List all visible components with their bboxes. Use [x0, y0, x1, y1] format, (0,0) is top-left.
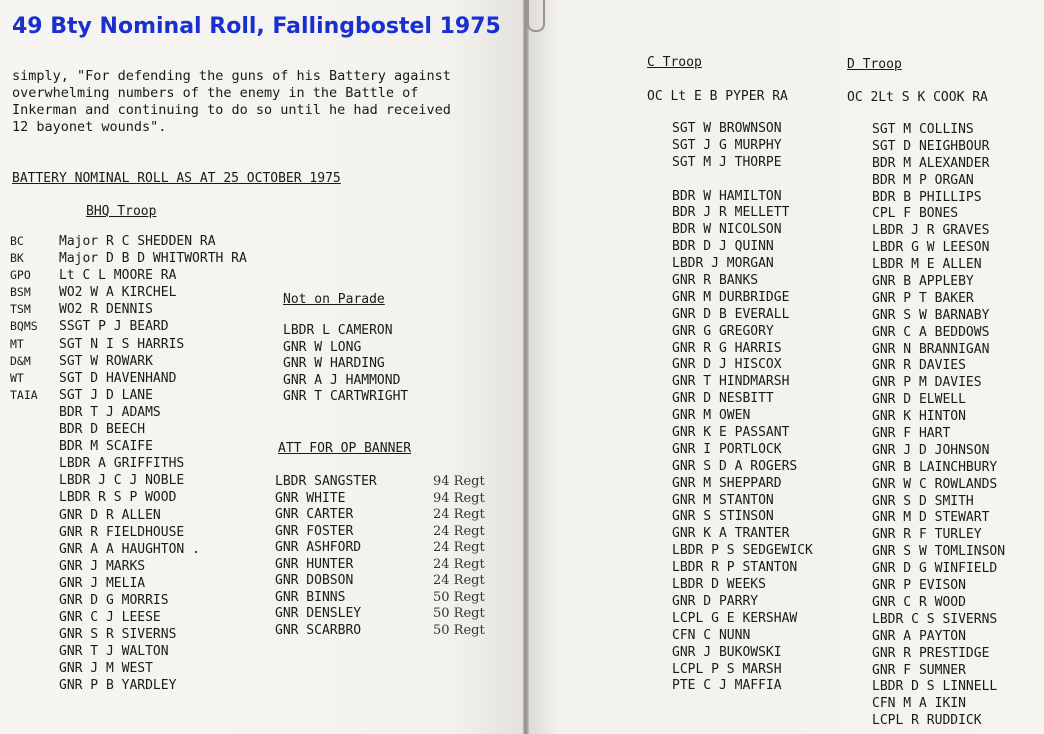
appointment-code: D&M	[10, 353, 31, 368]
soldier-name: SSGT P J BEARD	[59, 319, 169, 335]
c-troop-item: LBDR J MORGAN	[672, 256, 774, 272]
bhq-row	[10, 319, 247, 336]
d-troop-item: GNR S W BARNABY	[872, 307, 990, 323]
c-troop-item: GNR T HINDMARSH	[672, 374, 790, 390]
bhq-row	[10, 627, 247, 644]
appointment-code	[10, 456, 59, 473]
bhq-row	[10, 371, 247, 388]
soldier-name: BDR D BEECH	[59, 422, 146, 438]
bhq-row	[10, 285, 247, 302]
att-row	[275, 507, 485, 524]
appointment-code: GPO	[10, 268, 31, 283]
soldier-name: SGT W ROWARK	[59, 353, 153, 369]
soldier-name: GNR J MELIA	[59, 575, 146, 591]
bhq-row	[10, 473, 247, 490]
appointment-code: BSM	[10, 285, 31, 300]
appointment-code	[10, 473, 59, 490]
bhq-troop-list	[10, 234, 247, 696]
d-troop-item: GNR C R WOOD	[872, 594, 966, 610]
c-troop-item: SGT M J THORPE	[672, 154, 782, 170]
c-troop-list	[672, 121, 813, 695]
d-troop-item: GNR N BRANNIGAN	[872, 341, 990, 357]
bhq-row	[10, 490, 247, 507]
c-troop-item: BDR W NICOLSON	[672, 222, 782, 238]
d-troop-item: GNR R PRESTIDGE	[872, 645, 990, 661]
bhq-row	[10, 268, 247, 285]
book-spine	[523, 0, 529, 734]
soldier-name: GNR BINNS	[275, 589, 346, 605]
soldier-name: Major D B D WHITWORTH RA	[59, 251, 247, 267]
regiment: 94 Regt	[433, 490, 485, 506]
soldier-name: SGT J D LANE	[59, 387, 153, 403]
c-troop-oc: OC Lt E B PYPER RA	[647, 89, 788, 104]
att-for-op-banner-heading: ATT FOR OP BANNER	[278, 441, 412, 456]
bhq-row	[10, 405, 247, 422]
citation-quote: simply, "For defending the guns of his Battery against overwhelming numbers of the enemy in the Battle of Inkerman and continuing to do so until he had received 12 bayonet wounds".	[12, 68, 451, 135]
c-troop-item: GNR I PORTLOCK	[672, 441, 782, 457]
bhq-row	[10, 337, 247, 354]
d-troop-item: CFN M A IKIN	[872, 696, 966, 712]
soldier-name: GNR S R SIVERNS	[59, 627, 177, 643]
bhq-troop-heading: BHQ Troop	[86, 204, 157, 219]
c-troop-item: GNR M DURBRIDGE	[672, 289, 790, 305]
att-for-op-banner-list	[275, 474, 485, 639]
soldier-name: SGT D HAVENHAND	[59, 370, 177, 386]
bhq-row	[10, 593, 247, 610]
page-title: 49 Bty Nominal Roll, Fallingbostel 1975	[12, 14, 501, 39]
d-troop-item: GNR F SUMNER	[872, 662, 966, 678]
d-troop-item: LBDR C S SIVERNS	[872, 611, 998, 627]
bhq-row	[10, 439, 247, 456]
bhq-row	[10, 422, 247, 439]
appointment-code	[10, 490, 59, 507]
soldier-name: GNR CARTER	[275, 507, 354, 522]
bhq-row	[10, 302, 247, 319]
appointment-code: BK	[10, 251, 24, 266]
blank-row	[672, 172, 813, 189]
regiment: 94 Regt	[433, 474, 485, 489]
not-on-parade-item: GNR A J HAMMOND	[283, 372, 401, 388]
c-troop-item: LCPL G E KERSHAW	[672, 610, 798, 626]
not-on-parade-list	[283, 323, 408, 406]
d-troop-item: LCPL R RUDDICK	[872, 713, 982, 729]
d-troop-item: LBDR M E ALLEN	[872, 257, 982, 273]
c-troop-item: GNR D B EVERALL	[672, 306, 790, 322]
appointment-code	[10, 678, 59, 695]
regiment: 50 Regt	[433, 606, 485, 621]
appointment-code	[10, 559, 59, 576]
d-troop-list	[872, 122, 1005, 730]
d-troop-item: GNR S D SMITH	[872, 493, 974, 509]
d-troop-item: LBDR G W LEESON	[872, 240, 990, 256]
d-troop-item: GNR S W TOMLINSON	[872, 544, 1006, 560]
c-troop-item: GNR M STANTON	[672, 492, 774, 508]
soldier-name: GNR R FIELDHOUSE	[59, 524, 185, 540]
soldier-name: LBDR SANGSTER	[275, 474, 377, 489]
c-troop-heading: C Troop	[647, 55, 702, 70]
c-troop-item: PTE C J MAFFIA	[672, 678, 782, 694]
appointment-code	[10, 576, 59, 593]
bhq-row	[10, 542, 247, 559]
appointment-code	[10, 405, 59, 422]
appointment-code: TSM	[10, 302, 31, 317]
bhq-row	[10, 508, 247, 525]
appointment-code	[10, 661, 59, 678]
c-troop-item: LBDR R P STANTON	[672, 560, 798, 576]
d-troop-item: GNR C A BEDDOWS	[872, 324, 990, 340]
d-troop-item: GNR J D JOHNSON	[872, 442, 990, 458]
att-row	[275, 524, 485, 541]
d-troop-item: GNR A PAYTON	[872, 628, 966, 644]
d-troop-item: LBDR J R GRAVES	[872, 223, 990, 239]
bhq-row	[10, 388, 247, 405]
d-troop-item: GNR P T BAKER	[872, 290, 974, 306]
appointment-code: TAIA	[10, 387, 38, 402]
c-troop-item: GNR M SHEPPARD	[672, 475, 782, 491]
not-on-parade-item: LBDR L CAMERON	[283, 323, 393, 338]
att-row	[275, 590, 485, 607]
c-troop-item: GNR J BUKOWSKI	[672, 644, 782, 660]
soldier-name: LBDR J C J NOBLE	[59, 473, 185, 489]
bhq-row	[10, 678, 247, 695]
soldier-name: GNR C J LEESE	[59, 610, 161, 626]
bhq-row	[10, 234, 247, 251]
c-troop-item: GNR K E PASSANT	[672, 425, 790, 441]
att-row	[275, 474, 485, 491]
not-on-parade-item: GNR W HARDING	[283, 356, 385, 371]
bhq-row	[10, 354, 247, 371]
att-row	[275, 606, 485, 623]
bhq-row	[10, 559, 247, 576]
appointment-code: BC	[10, 234, 24, 248]
soldier-name: BDR M SCAIFE	[59, 439, 153, 455]
d-troop-item: GNR D ELWELL	[872, 392, 966, 408]
d-troop-item: GNR B LAINCHBURY	[872, 459, 998, 475]
c-troop-item: LBDR P S SEDGEWICK	[672, 543, 813, 559]
d-troop-item: GNR M D STEWART	[872, 510, 990, 526]
soldier-name: GNR WHITE	[275, 490, 346, 506]
c-troop-item: GNR R G HARRIS	[672, 340, 782, 356]
c-troop-item: LCPL P S MARSH	[672, 661, 782, 677]
d-troop-item: GNR F HART	[872, 426, 951, 442]
soldier-name: Lt C L MOORE RA	[59, 268, 177, 284]
c-troop-item: GNR D PARRY	[672, 593, 759, 609]
bhq-row	[10, 661, 247, 678]
soldier-name: GNR HUNTER	[275, 556, 354, 572]
appointment-code	[10, 593, 59, 610]
soldier-name: GNR T J WALTON	[59, 644, 169, 660]
c-troop-item: GNR K A TRANTER	[672, 526, 790, 542]
not-on-parade-item: GNR T CARTWRIGHT	[283, 389, 409, 404]
d-troop-heading: D Troop	[847, 57, 902, 72]
c-troop-item: GNR M OWEN	[672, 408, 751, 424]
soldier-name: GNR FOSTER	[275, 523, 354, 539]
soldier-name: BDR T J ADAMS	[59, 404, 161, 420]
d-troop-item: GNR D G WINFIELD	[872, 561, 998, 577]
appointment-code	[10, 644, 59, 661]
regiment: 50 Regt	[433, 622, 485, 638]
soldier-name: WO2 W A KIRCHEL	[59, 285, 177, 301]
soldier-name: GNR P B YARDLEY	[59, 678, 177, 694]
appointment-code: BQMS	[10, 319, 38, 334]
appointment-code	[10, 439, 59, 456]
d-troop-item: LBDR D S LINNELL	[872, 679, 998, 695]
soldier-name: GNR J MARKS	[59, 558, 146, 574]
d-troop-item: CPL F BONES	[872, 206, 959, 222]
c-troop-item: BDR J R MELLETT	[672, 205, 790, 221]
regiment: 24 Regt	[433, 507, 485, 522]
appointment-code: WT	[10, 370, 24, 385]
soldier-name: GNR SCARBRO	[275, 622, 362, 638]
att-row	[275, 557, 485, 574]
c-troop-item: BDR D J QUINN	[672, 239, 774, 255]
soldier-name: GNR A A HAUGHTON .	[59, 541, 200, 557]
bhq-row	[10, 610, 247, 627]
d-troop-item: SGT D NEIGHBOUR	[872, 138, 990, 154]
c-troop-item: GNR S D A ROGERS	[672, 458, 798, 474]
c-troop-item: GNR R BANKS	[672, 273, 759, 289]
att-row	[275, 623, 485, 640]
att-row	[275, 540, 485, 557]
regiment: 24 Regt	[433, 573, 485, 588]
soldier-name: GNR D G MORRIS	[59, 592, 169, 608]
d-troop-item: GNR R F TURLEY	[872, 527, 982, 543]
c-troop-item: GNR D J HISCOX	[672, 357, 782, 373]
c-troop-item: SGT J G MURPHY	[672, 137, 782, 153]
d-troop-item: GNR K HINTON	[872, 409, 966, 425]
d-troop-item: BDR B PHILLIPS	[872, 189, 982, 205]
regiment: 50 Regt	[433, 589, 485, 605]
d-troop-item: BDR M P ORGAN	[872, 172, 974, 188]
c-troop-item: BDR W HAMILTON	[672, 188, 782, 204]
staple-clip	[527, 0, 545, 32]
nominal-roll-heading: BATTERY NOMINAL ROLL AS AT 25 OCTOBER 1975	[12, 171, 341, 186]
soldier-name: LBDR A GRIFFITHS	[59, 456, 185, 472]
appointment-code	[10, 525, 59, 542]
c-troop-item: GNR G GREGORY	[672, 323, 774, 339]
not-on-parade-heading: Not on Parade	[283, 292, 385, 307]
soldier-name: LBDR R S P WOOD	[59, 490, 177, 506]
att-row	[275, 491, 485, 508]
soldier-name: WO2 R DENNIS	[59, 302, 153, 318]
soldier-name: GNR D R ALLEN	[59, 507, 161, 523]
c-troop-item: CFN C NUNN	[672, 627, 751, 643]
bhq-row	[10, 456, 247, 473]
soldier-name: GNR J M WEST	[59, 661, 153, 677]
d-troop-item: GNR P M DAVIES	[872, 375, 982, 391]
c-troop-item: SGT W BROWNSON	[672, 121, 782, 136]
bhq-row	[10, 644, 247, 661]
d-troop-item: BDR M ALEXANDER	[872, 155, 990, 171]
regiment: 24 Regt	[433, 556, 485, 572]
bhq-row	[10, 525, 247, 542]
regiment: 24 Regt	[433, 540, 485, 555]
soldier-name: GNR ASHFORD	[275, 540, 362, 555]
soldier-name: Major R C SHEDDEN RA	[59, 234, 216, 249]
c-troop-item: LBDR D WEEKS	[672, 577, 766, 593]
soldier-name: GNR DENSLEY	[275, 606, 362, 621]
soldier-name: GNR DOBSON	[275, 573, 354, 588]
d-troop-item: GNR B APPLEBY	[872, 274, 974, 290]
bhq-row	[10, 251, 247, 268]
c-troop-item: GNR D NESBITT	[672, 391, 774, 407]
regiment: 24 Regt	[433, 523, 485, 539]
d-troop-item: SGT M COLLINS	[872, 122, 974, 137]
not-on-parade-item: GNR W LONG	[283, 339, 362, 355]
appointment-code	[10, 508, 59, 525]
d-troop-oc: OC 2Lt S K COOK RA	[847, 90, 988, 105]
appointment-code	[10, 610, 59, 627]
att-row	[275, 573, 485, 590]
bhq-row	[10, 576, 247, 593]
appointment-code	[10, 542, 59, 559]
appointment-code	[10, 627, 59, 644]
d-troop-item: GNR P EVISON	[872, 578, 966, 594]
d-troop-item: GNR R DAVIES	[872, 358, 966, 374]
appointment-code: MT	[10, 336, 24, 351]
soldier-name: SGT N I S HARRIS	[59, 336, 185, 352]
c-troop-item: GNR S STINSON	[672, 509, 774, 525]
d-troop-item: GNR W C ROWLANDS	[872, 476, 998, 492]
appointment-code	[10, 422, 59, 439]
